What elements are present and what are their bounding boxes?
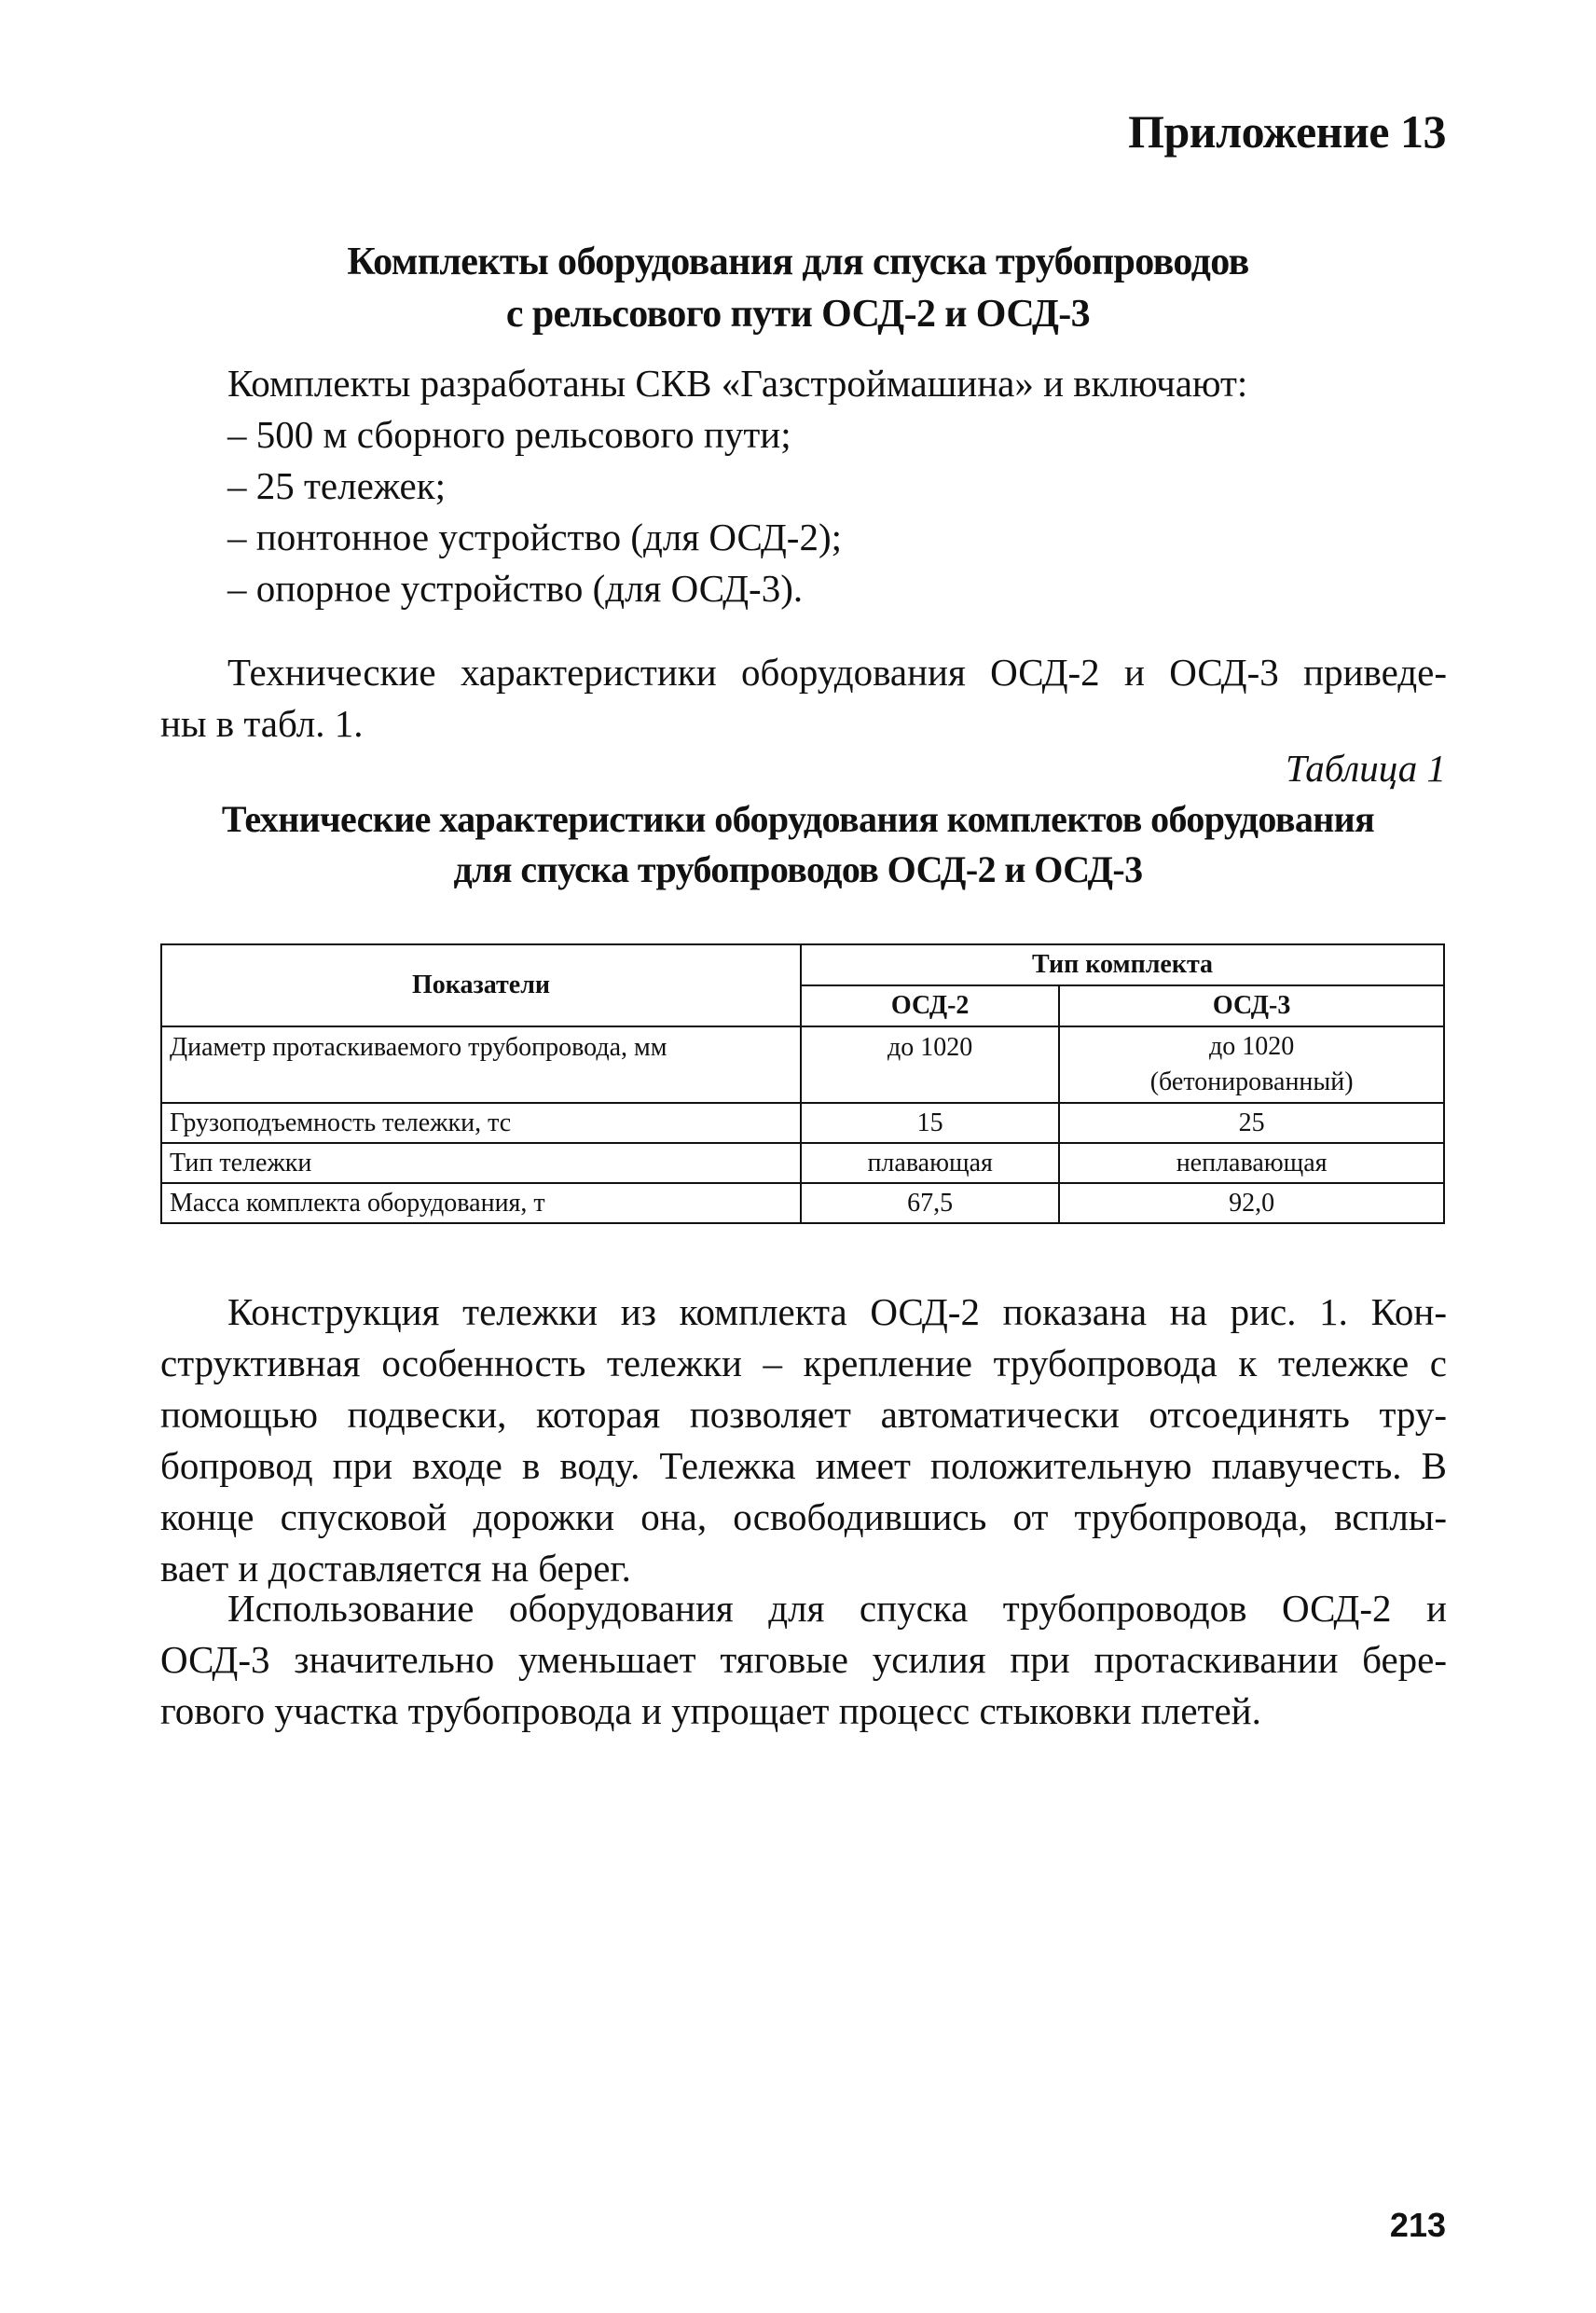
- paragraph-line: структивная особенность тележки – крепление трубопровода к тележке с: [160, 1342, 1447, 1384]
- row-label: Масса комплекта оборудования, т: [161, 1183, 801, 1223]
- table-number: Таблица 1: [1285, 747, 1446, 790]
- header-indicators: Показатели: [161, 944, 801, 1026]
- paragraph-specs-reference: [160, 647, 1447, 750]
- paragraph-line: вает и доставляется на берег.: [160, 1547, 631, 1590]
- paragraph-line: Использование оборудования для спуска трубопроводов ОСД-2 и: [227, 1587, 1447, 1630]
- paragraph-line: Технические характеристики оборудования ОСД-2 и ОСД-3 приведе-: [227, 651, 1447, 694]
- paragraph-line: помощью подвески, которая позволяет автоматически отсоединять тру-: [160, 1393, 1447, 1436]
- page-number: 213: [1389, 2206, 1446, 2244]
- table-header-row: [161, 944, 1444, 985]
- row-label: Диаметр протаскиваемого трубопровода, мм: [161, 1026, 801, 1103]
- row-label: Тип тележки: [161, 1143, 801, 1183]
- table-title: [0, 794, 1596, 895]
- cell-osd3: [1059, 1026, 1444, 1103]
- header-osd3: ОСД-3: [1059, 985, 1444, 1026]
- table-title-line: для спуска трубопроводов ОСД-2 и ОСД-3: [453, 848, 1143, 890]
- table-row: [161, 1026, 1444, 1103]
- table-row: [161, 1143, 1444, 1183]
- list-item: – 25 тележек;: [227, 464, 447, 507]
- intro-text: Комплекты разработаны СКВ «Газстроймашина» и включают:: [227, 362, 1248, 405]
- title-line: с рельсового пути ОСД-2 и ОСД-3: [505, 293, 1091, 336]
- title-line: Комплекты оборудования для спуска трубопроводов: [347, 241, 1249, 283]
- table-row: [161, 1103, 1444, 1143]
- cell-osd3: 25: [1059, 1103, 1444, 1143]
- specs-table: [160, 943, 1445, 1224]
- row-label: Грузоподъемность тележки, тс: [161, 1103, 801, 1143]
- appendix-heading: Приложение 13: [1128, 105, 1446, 158]
- paragraph-line: гового участка трубопровода и упрощает процесс стыковки плетей.: [160, 1689, 1261, 1732]
- paragraph-line: ны в табл. 1.: [160, 702, 364, 745]
- paragraph-line: ОСД-3 значительно уменьшает тяговые усилия при протаскивании бере-: [160, 1638, 1447, 1681]
- paragraph-line: Конструкция тележки из комплекта ОСД-2 показана на рис. 1. Кон-: [227, 1290, 1447, 1333]
- document-title: [0, 236, 1596, 340]
- list-item: – опорное устройство (для ОСД-3).: [227, 567, 804, 610]
- list-item: – понтонное устройство (для ОСД-2);: [227, 516, 843, 558]
- paragraph-cart-design: [160, 1287, 1447, 1594]
- intro-block: [227, 358, 1247, 614]
- cell-osd2: 15: [801, 1103, 1059, 1143]
- table-row: [161, 1183, 1444, 1223]
- paragraph-usage: [160, 1583, 1447, 1737]
- cell-osd3: 92,0: [1059, 1183, 1444, 1223]
- cell-line: (бетонированный): [1149, 1067, 1354, 1096]
- header-kit-type: Тип комплекта: [801, 944, 1444, 985]
- cell-osd2: плавающая: [801, 1143, 1059, 1183]
- paragraph-line: бопровод при входе в воду. Тележка имеет положительную плавучесть. В: [160, 1444, 1447, 1487]
- list-item: – 500 м сборного рельсового пути;: [227, 413, 791, 456]
- cell-osd3: неплавающая: [1059, 1143, 1444, 1183]
- table-title-line: Технические характеристики оборудования комплектов оборудования: [221, 798, 1375, 840]
- header-osd2: ОСД-2: [801, 985, 1059, 1026]
- cell-line: до 1020: [1209, 1032, 1295, 1061]
- cell-osd2: 67,5: [801, 1183, 1059, 1223]
- cell-osd2: до 1020: [801, 1026, 1059, 1103]
- paragraph-line: конце спусковой дорожки она, освободившись от трубопровода, всплы-: [160, 1495, 1447, 1538]
